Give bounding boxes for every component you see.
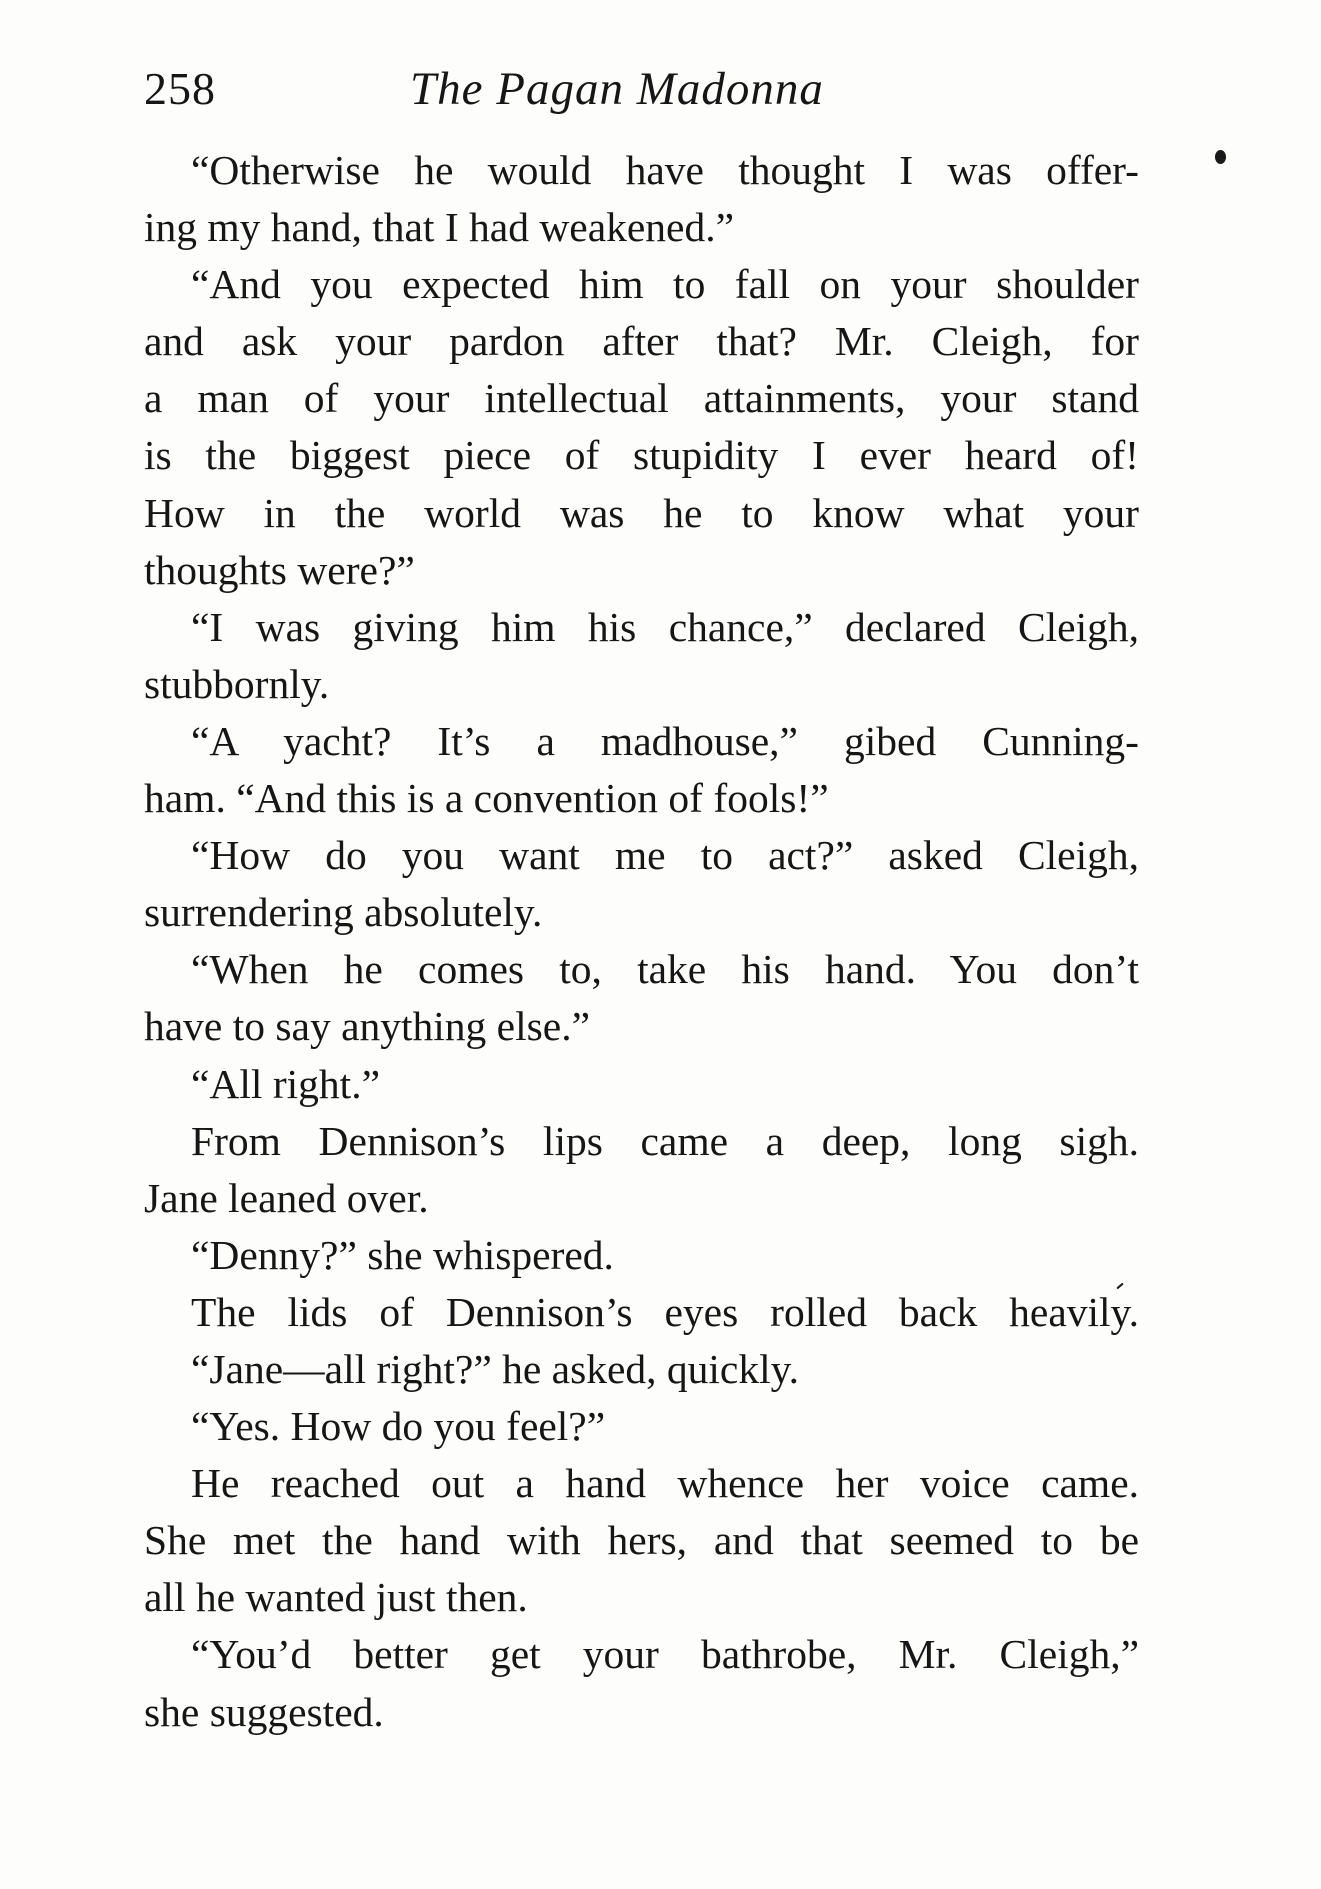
text-line: “A yacht? It’s a madhouse,” gibed Cunning- [191, 717, 1139, 764]
text-line: “Otherwise he would have thought I was offer- [191, 147, 1139, 193]
text-line: “You’d better get your bathrobe, Mr. Cleigh,” [191, 1631, 1139, 1678]
text-line: she suggested. [144, 1688, 384, 1735]
text-line: “Denny?” she whispered. [191, 1231, 614, 1278]
text-line: “I was giving him his chance,” declared Cleigh, [191, 603, 1139, 650]
text-line: all he wanted just then. [144, 1574, 528, 1621]
text-line: She met the hand with hers, and that seemed to be [144, 1517, 1139, 1564]
text-line: The lids of Dennison’s eyes rolled back heavily. [191, 1288, 1139, 1335]
text-line: surrendering absolutely. [144, 889, 543, 936]
text-line: and ask your pardon after that? Mr. Cleigh, for [144, 318, 1139, 365]
text-line: “When he comes to, take his hand. You don’t [191, 946, 1139, 993]
body-text [144, 142, 1139, 1741]
text-line: “And you expected him to fall on your shoulder [191, 261, 1139, 308]
text-line: From Dennison’s lips came a deep, long sigh. [191, 1117, 1139, 1164]
ink-speck [1215, 150, 1226, 164]
running-title: The Pagan Madonna [410, 63, 824, 115]
text-line: stubbornly. [144, 660, 330, 707]
text-line: He reached out a hand whence her voice came. [191, 1460, 1139, 1507]
text-line: “All right.” [191, 1060, 380, 1107]
text-line: How in the world was he to know what your [144, 489, 1139, 536]
text-line: ing my hand, that I had weakened.” [144, 204, 735, 251]
page-number: 258 [144, 63, 216, 114]
text-line: a man of your intellectual attainments, your stand [144, 375, 1139, 422]
text-line: is the biggest piece of stupidity I ever heard of! [144, 432, 1139, 479]
text-line: “Yes. How do you feel?” [191, 1403, 606, 1450]
page-header [144, 62, 1144, 122]
text-line: thoughts were?” [144, 546, 415, 593]
text-line: have to say anything else.” [144, 1003, 590, 1050]
text-line: “How do you want me to act?” asked Cleigh, [191, 832, 1139, 879]
text-line: “Jane—all right?” he asked, quickly. [191, 1345, 800, 1392]
text-line: Jane leaned over. [144, 1174, 429, 1221]
text-line: ham. “And this is a convention of fools!” [144, 775, 829, 822]
